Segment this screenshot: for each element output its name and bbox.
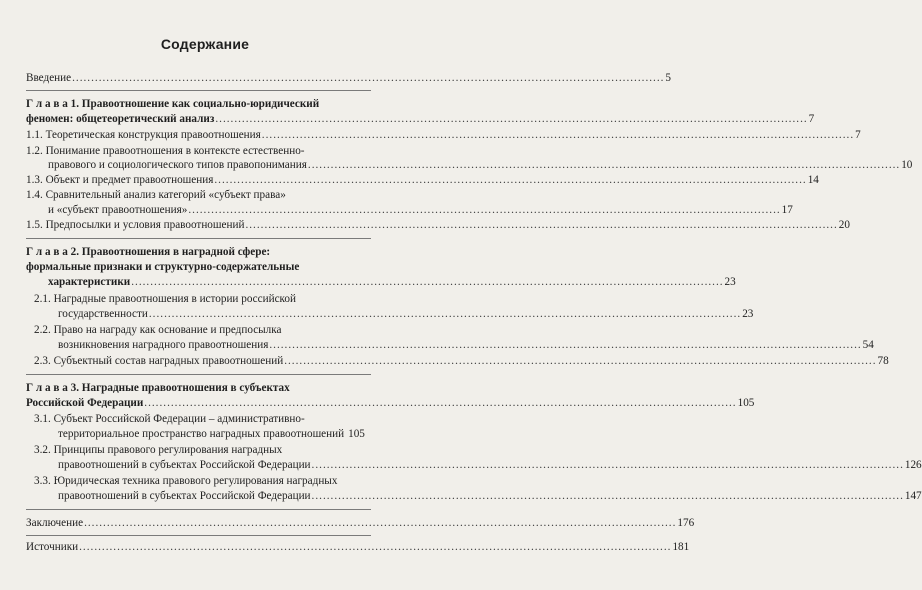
toc-page-number: 23 bbox=[742, 308, 754, 320]
toc-entry-number: 1.2. bbox=[26, 145, 43, 157]
leader-dots: ............................................................................................................................................................ bbox=[131, 276, 724, 288]
toc-entry-text: Заключение bbox=[26, 517, 84, 529]
toc-page-number: 7 bbox=[855, 129, 861, 141]
toc-entry-text: Понимание правоотношения в контексте естественно- bbox=[45, 145, 305, 157]
toc-entry-3-3 bbox=[34, 475, 371, 488]
toc-page-number: 181 bbox=[672, 541, 690, 553]
leader-dots: ............................................................................................................................................................ bbox=[311, 459, 904, 471]
leader-dots: ............................................................................................................................................................ bbox=[188, 204, 781, 216]
toc-entry-1-1 bbox=[26, 129, 861, 142]
chapter-3-title: Г л а в а 3. Наградные правоотношения в субъектах bbox=[26, 382, 290, 394]
toc-page-number: 20 bbox=[838, 219, 850, 231]
leader-dots: ............................................................................................................................................................ bbox=[269, 339, 862, 351]
toc-entry-3-2 bbox=[34, 444, 371, 457]
toc-entry-3-1 bbox=[34, 413, 371, 426]
leader-dots: ............................................................................................................................................................ bbox=[245, 219, 838, 231]
toc-entry-text: Теоретическая конструкция правоотношения bbox=[45, 129, 261, 141]
toc-entry-text: Принципы правового регулирования наградных bbox=[53, 444, 283, 456]
toc-entry-number: 2.1. bbox=[34, 293, 51, 305]
toc-page-number: 10 bbox=[901, 159, 913, 171]
toc-entry-text: Право на награду как основание и предпосылка bbox=[53, 324, 282, 336]
chapter-1-title: Г л а в а 1. Правоотношение как социально-юридический bbox=[26, 98, 320, 110]
leader-dots: ............................................................................................................................................................ bbox=[144, 397, 737, 409]
chapter-2-heading-line2 bbox=[26, 261, 371, 274]
toc-page-number: 105 bbox=[348, 428, 365, 440]
leader-dots: ............................................................................................................................................................ bbox=[284, 355, 877, 367]
toc-entry-2-2-cont bbox=[58, 339, 874, 352]
toc-entry-2-2 bbox=[34, 324, 371, 337]
toc-entry-text: правоотношений в субъектах Российской Федерации bbox=[58, 459, 311, 471]
toc-entry-text: возникновения наградного правоотношения bbox=[58, 339, 269, 351]
chapter-3-heading-line2 bbox=[26, 397, 755, 410]
chapter-2-heading-line1 bbox=[26, 246, 371, 259]
toc-entry-text: Предпосылки и условия правоотношений bbox=[45, 219, 245, 231]
divider bbox=[26, 374, 371, 375]
toc-entry-3-2-cont bbox=[58, 459, 922, 472]
toc-entry-3-1-cont bbox=[58, 428, 371, 441]
toc-page-number: 126 bbox=[904, 459, 922, 471]
chapter-2-title: Г л а в а 2. Правоотношения в наградной сфере: bbox=[26, 246, 271, 258]
divider bbox=[26, 90, 371, 91]
toc-entry-text: Наградные правоотношения в истории российской bbox=[53, 293, 297, 305]
toc-entry-number: 2.2. bbox=[34, 324, 51, 336]
toc-entry-text: Субъектный состав наградных правоотношений bbox=[53, 355, 284, 367]
toc-entry-number: 1.4. bbox=[26, 189, 43, 201]
leader-dots: ............................................................................................................................................................ bbox=[261, 129, 855, 141]
toc-entry-sources bbox=[26, 541, 690, 554]
toc-entry-1-4-cont bbox=[48, 204, 793, 217]
toc-entry-number: 3.3. bbox=[34, 475, 51, 487]
toc-entry-number: 1.3. bbox=[26, 174, 43, 186]
toc-entry-number: 3.2. bbox=[34, 444, 51, 456]
toc-entry-2-1 bbox=[34, 293, 371, 306]
toc-entry-text: и «субъект правоотношения» bbox=[48, 204, 188, 216]
toc-entry-1-2-cont bbox=[48, 159, 913, 172]
toc-page-number: 176 bbox=[677, 517, 695, 529]
chapter-1-title-cont: феномен: общетеоретический анализ bbox=[26, 113, 215, 125]
toc-entry-1-5 bbox=[26, 219, 850, 232]
leader-dots: ............................................................................................................................................................ bbox=[148, 308, 742, 320]
toc-entry-text: территориальное пространство наградных правоотношений bbox=[58, 428, 345, 440]
toc-entry-3-3-cont bbox=[58, 490, 922, 503]
toc-page-number: 14 bbox=[807, 174, 819, 186]
toc-entry-text: Объект и предмет правоотношения bbox=[45, 174, 214, 186]
chapter-3-title-cont: Российской Федерации bbox=[26, 397, 144, 409]
toc-page-number: 78 bbox=[877, 355, 889, 367]
leader-dots: ............................................................................................................................................................ bbox=[214, 174, 807, 186]
toc-entry-text: Источники bbox=[26, 541, 79, 553]
chapter-2-heading-line3 bbox=[48, 276, 736, 289]
divider bbox=[26, 509, 371, 510]
toc-entry-number: 2.3. bbox=[34, 355, 51, 367]
leader-dots: ............................................................................................................................................................ bbox=[307, 159, 901, 171]
leader-dots: ............................................................................................................................................................ bbox=[215, 113, 808, 125]
chapter-1-heading-line2 bbox=[26, 113, 815, 126]
toc-page-number: 54 bbox=[862, 339, 874, 351]
divider bbox=[26, 238, 371, 239]
toc-entry-1-4 bbox=[26, 189, 371, 202]
leader-dots: ............................................................................................................................................................ bbox=[72, 72, 665, 84]
toc-entry-text: правоотношений в субъектах Российской Федерации bbox=[58, 490, 311, 502]
toc-page-number: 23 bbox=[724, 276, 736, 288]
toc-page-number: 17 bbox=[781, 204, 793, 216]
page-title: Содержание bbox=[160, 36, 250, 52]
chapter-2-title-cont: формальные признаки и структурно-содержательные bbox=[26, 261, 300, 273]
toc-entry-text: Введение bbox=[26, 72, 72, 84]
toc-entry-text: Субъект Российской Федерации – административно- bbox=[53, 413, 305, 425]
toc-page-number: 147 bbox=[904, 490, 922, 502]
toc-entry-number: 1.1. bbox=[26, 129, 43, 141]
toc-entry-intro bbox=[26, 72, 672, 85]
toc-entry-number: 1.5. bbox=[26, 219, 43, 231]
toc-page-number: 7 bbox=[808, 113, 815, 125]
chapter-3-heading-line1 bbox=[26, 382, 371, 395]
leader-dots: ............................................................................................................................................................ bbox=[79, 541, 672, 553]
leader-dots: ............................................................................................................................................................ bbox=[84, 517, 677, 529]
chapter-2-title-cont: характеристики bbox=[48, 276, 131, 288]
toc-entry-1-2 bbox=[26, 145, 371, 158]
toc-entry-1-3 bbox=[26, 174, 819, 187]
chapter-1-heading-line1 bbox=[26, 98, 371, 111]
toc-entry-text: Сравнительный анализ категорий «субъект права» bbox=[45, 189, 286, 201]
toc-entry-conclusion bbox=[26, 517, 695, 530]
toc-entry-text: правового и социологического типов правопонимания bbox=[48, 159, 307, 171]
toc-page-number: 5 bbox=[665, 72, 672, 84]
toc-page-number: 105 bbox=[737, 397, 755, 409]
toc-entry-text: Юридическая техника правового регулирования наградных bbox=[53, 475, 338, 487]
toc-entry-2-3 bbox=[34, 355, 889, 368]
toc-entry-2-1-cont bbox=[58, 308, 754, 321]
toc-entry-text: государственности bbox=[58, 308, 148, 320]
leader-dots: ............................................................................................................................................................ bbox=[311, 490, 904, 502]
divider bbox=[26, 535, 371, 536]
toc-entry-number: 3.1. bbox=[34, 413, 51, 425]
